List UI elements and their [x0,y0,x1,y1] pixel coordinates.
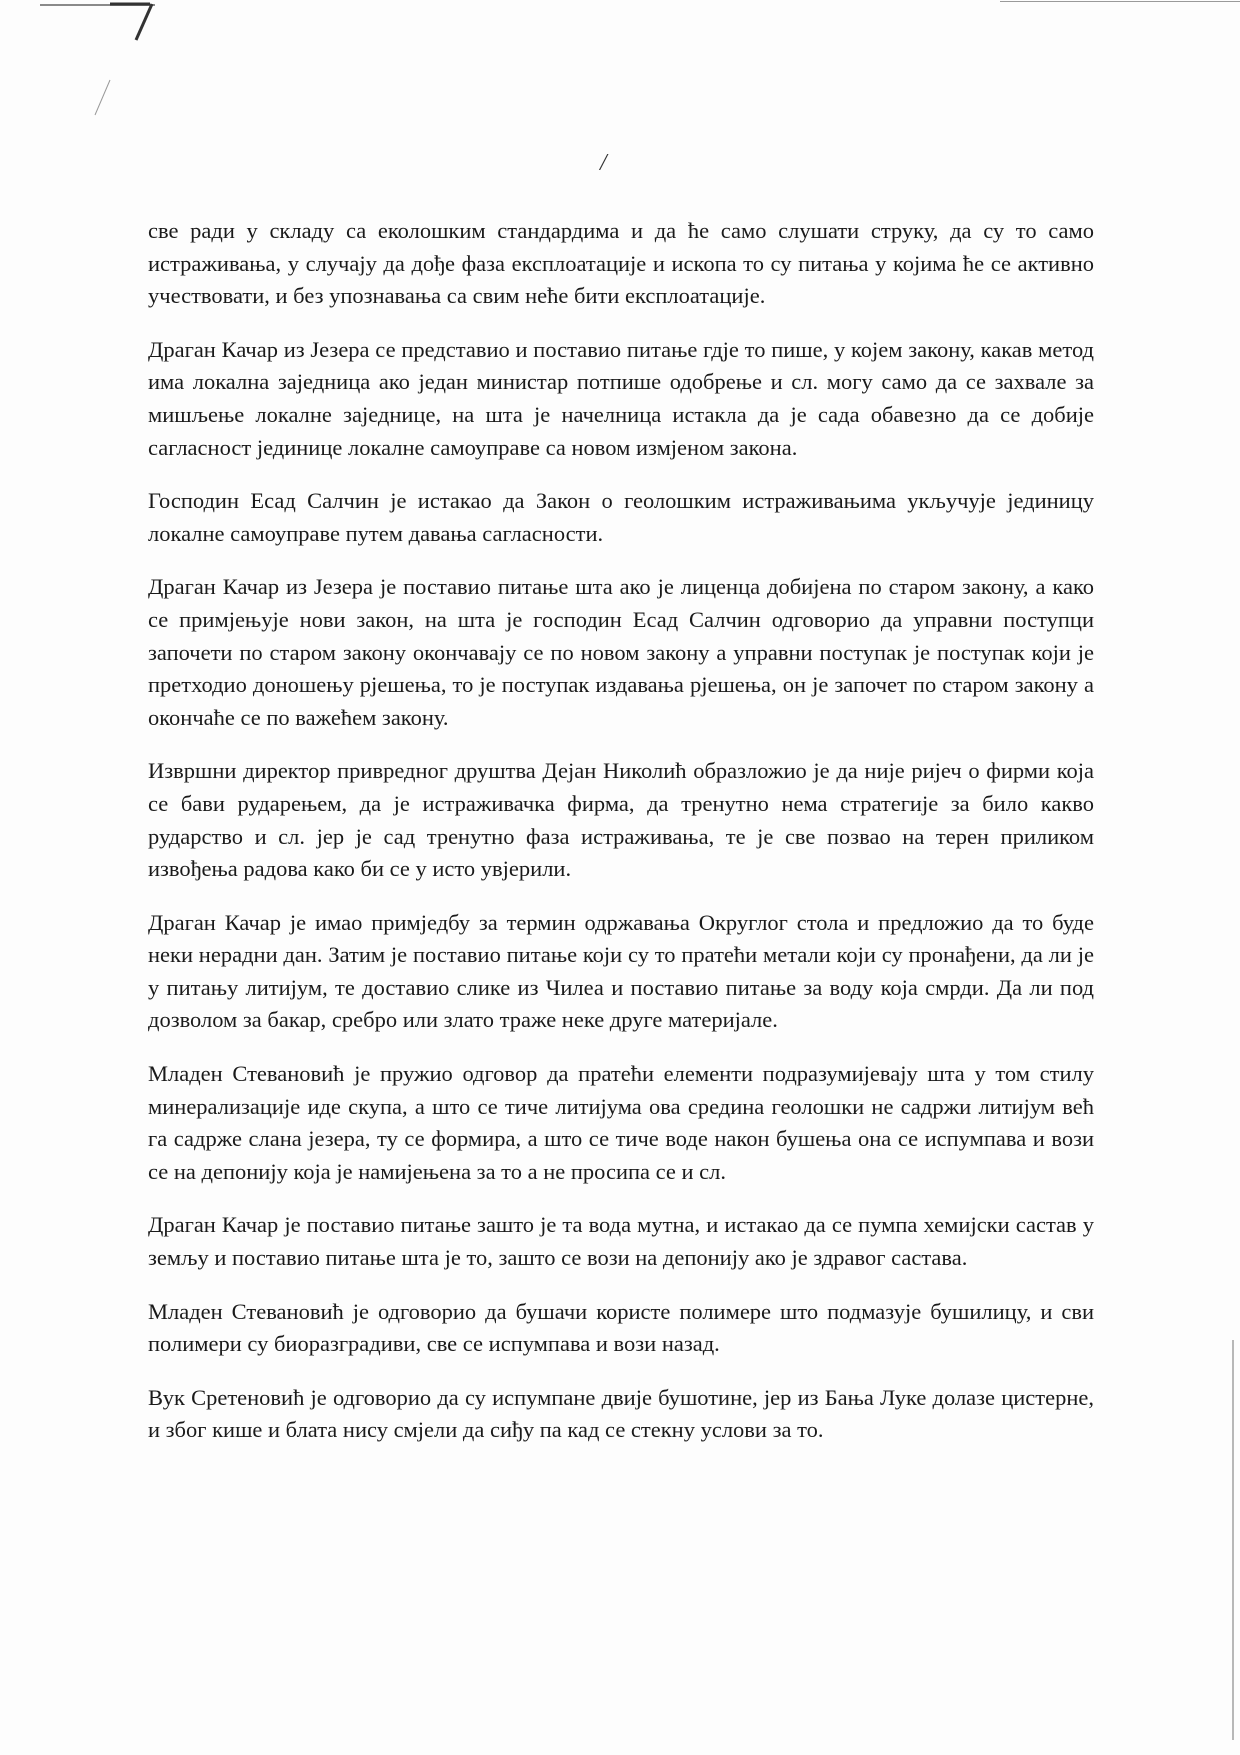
paragraph: Младен Стевановић је пружио одговор да пратећи елементи подразумијевају шта у том стилу минерализације иде скупа, а што се тиче литијума ова средина геолошки не садржи литијум већ га садрже слана језера, ту се формира, а што се тиче воде након бушења она се испумпава и вози се на депонију која је намијењена за то а не просипа се и сл. [148,1061,1094,1184]
paragraph: све ради у складу са еколошким стандардима и да ће само слушати струку, да су то само истраживања, у случају да дође фаза експлоатације и ископа то су питања у којима ће се активно учествовати, и без упознавања са свим неће бити експлоатације. [148,218,1094,309]
paragraph: Драган Качар из Језера се представио и поставио питање гдје то пише, у којем закону, какав метод има локална заједница ако један министар потпише одобрење и сл. могу само да се захвале за мишљење локалне заједнице, на шта је начелница истакла да је сада обавезно да се добије сагласност јединице локалне самоуправе са новом измјеном закона. [148,336,1094,460]
paragraph: Вук Сретеновић је одговорио да су испумпане двије бушотине, јер из Бања Луке долазе цистерне, и због кише и блата нису смјели да сиђу па кад се стекну услови за то. [148,1384,1094,1443]
page-marker: / [600,150,607,176]
paragraph: Драган Качар је имао примједбу за термин одржавања Округлог стола и предложио да то буде неки нерадни дан. Затим је поставио питање који су то пратећи метали који су пронађени, да ли је у питању литијум, те доставио слике из Чилеа и поставио питање за воду која смрди. Да ли под дозволом за бакар, сребро или злато траже неке друге материјале. [148,909,1094,1033]
scan-corner-artifact [40,0,160,120]
paragraph: Господин Есад Салчин је истакао да Закон о геолошким истраживањима укључује јединицу локалне самоуправе путем давања сагласности. [148,488,1094,546]
paragraph: Драган Качар је поставио питање зашто је та вода мутна, и истакао да се пумпа хемијски састав у земљу и поставио питање шта је то, зашто се вози на депонију ако је здравог састава. [148,1212,1094,1271]
paragraph: Извршни директор привредног друштва Дејан Николић образложио је да није ријеч о фирми која се бави рударењем, да је истраживачка фирма, да тренутно нема стратегије за било какво рударство и сл. јер је сад тренутно фаза истраживања, те је све позвао на терен приликом извођења радова како би се у исто увјерили. [148,758,1094,882]
scan-right-edge [1232,1340,1234,1740]
document-body [148,215,1094,1468]
paragraph: Драган Качар из Језера је поставио питање шта ако је лиценца добијена по старом закону, а како се примјењује нови закон, на шта је господин Есад Салчин одговорио да управни поступци започети по старом закону окончавају се по новом закону а управни поступак је поступак који је претходио доношењу рјешења, то је поступак издавања рјешења, он је започет по старом закону а окончаће се по важећем закону. [148,574,1094,730]
paragraph: Младен Стевановић је одговорио да бушачи користе полимере што подмазује бушилицу, и сви полимери су биоразградиви, све се испумпава и вози назад. [148,1298,1094,1357]
scan-top-line [1000,1,1240,2]
